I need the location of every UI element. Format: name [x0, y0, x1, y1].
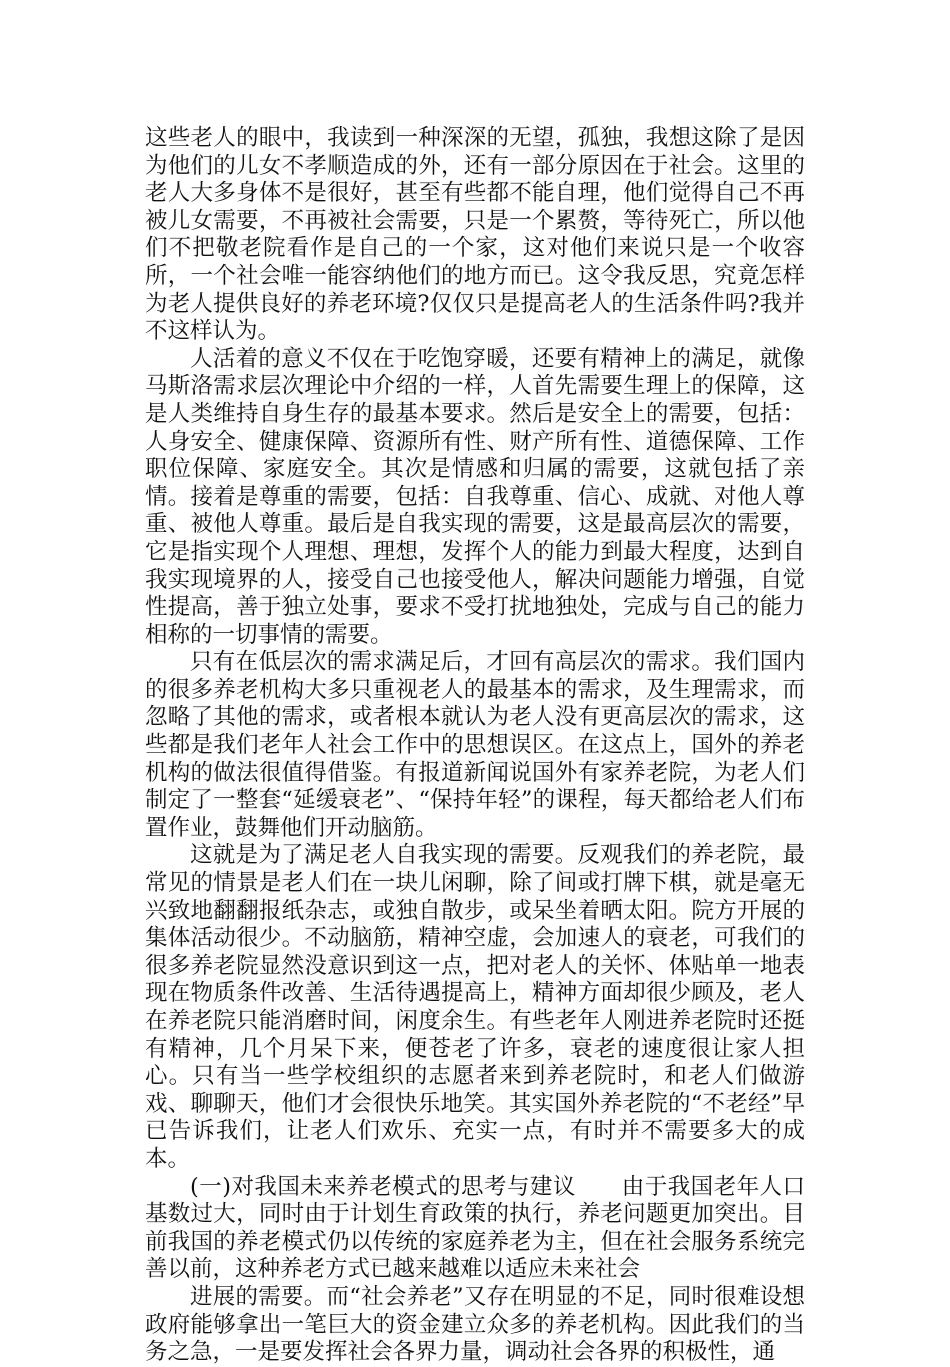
paragraph-2: 人活着的意义不仅在于吃饱穿暖，还要有精神上的满足，就像马斯洛需求层次理论中介绍的一样，人首先需要生理上的保障，这是人类维持自身生存的最基本要求。然后是安全上的需要，包括：人身安全、健康保障、资源所有性、财产所有性、道德保障、工作职位保障、家庭安全。其次是情感和归属的需要，这就包括了亲情。接着是尊重的需要，包括：自我尊重、信心、成就、对他人尊重、被他人尊重。最后是自我实现的需要，这是最高层次的需要，它是指实现个人理想、理想，发挥个人的能力到最大程度，达到自我实现境界的人，接受自己也接受他人，解决问题能力增强，自觉性提高，善于独立处事，要求不受打扰地独处，完成与自己的能力相称的一切事情的需要。: [145, 345, 805, 648]
paragraph-6: 进展的需要。而“社会养老”又存在明显的不足，同时很难设想政府能够拿出一笔巨大的资金建立众多的养老机构。因此我们的当务之急，一是要发挥社会各界力量，调动社会各界的积极性，通: [145, 1283, 805, 1366]
body-text: [145, 125, 805, 1367]
paragraph-4: 这就是为了满足老人自我实现的需要。反观我们的养老院，最常见的情景是老人们在一块儿闲聊，除了间或打牌下棋，就是毫无兴致地翻翻报纸杂志，或独自散步，或呆坐着晒太阳。院方开展的集体活动很少。不动脑筋，精神空虚，会加速人的衰老，可我们的很多养老院显然没意识到这一点，把对老人的关怀、体贴单一地表现在物质条件改善、生活待遇提高上，精神方面却很少顾及，老人在养老院只能消磨时间，闲度余生。有些老年人刚进养老院时还挺有精神，几个月呆下来，便苍老了许多，衰老的速度很让家人担心。只有当一些学校组织的志愿者来到养老院时，和老人们做游戏、聊聊天，他们才会很快乐地笑。其实国外养老院的“不老经”早已告诉我们，让老人们欢乐、充实一点，有时并不需要多大的成本。: [145, 842, 805, 1172]
paragraph-5: (一)对我国未来养老模式的思考与建议 由于我国老年人口基数过大，同时由于计划生育政策的执行，养老问题更加突出。目前我国的养老模式仍以传统的家庭养老为主，但在社会服务系统完善以前，这种养老方式已越来越难以适应未来社会: [145, 1173, 805, 1283]
paragraph-1: 这些老人的眼中，我读到一种深深的无望，孤独，我想这除了是因为他们的儿女不孝顺造成的外，还有一部分原因在于社会。这里的老人大多身体不是很好，甚至有些都不能自理，他们觉得自己不再被儿女需要，不再被社会需要，只是一个累赘，等待死亡，所以他们不把敬老院看作是自己的一个家，这对他们来说只是一个收容所，一个社会唯一能容纳他们的地方而已。这令我反思，究竟怎样为老人提供良好的养老环境?仅仅只是提高老人的生活条件吗?我并不这样认为。: [145, 125, 805, 345]
paragraph-3: 只有在低层次的需求满足后，才回有高层次的需求。我们国内的很多养老机构大多只重视老人的最基本的需求，及生理需求，而忽略了其他的需求，或者根本就认为老人没有更高层次的需求，这些都是我们老年人社会工作中的思想误区。在这点上，国外的养老机构的做法很值得借鉴。有报道新闻说国外有家养老院，为老人们制定了一整套“延缓衰老”、“保持年轻”的课程，每天都给老人们布置作业，鼓舞他们开动脑筋。: [145, 649, 805, 841]
